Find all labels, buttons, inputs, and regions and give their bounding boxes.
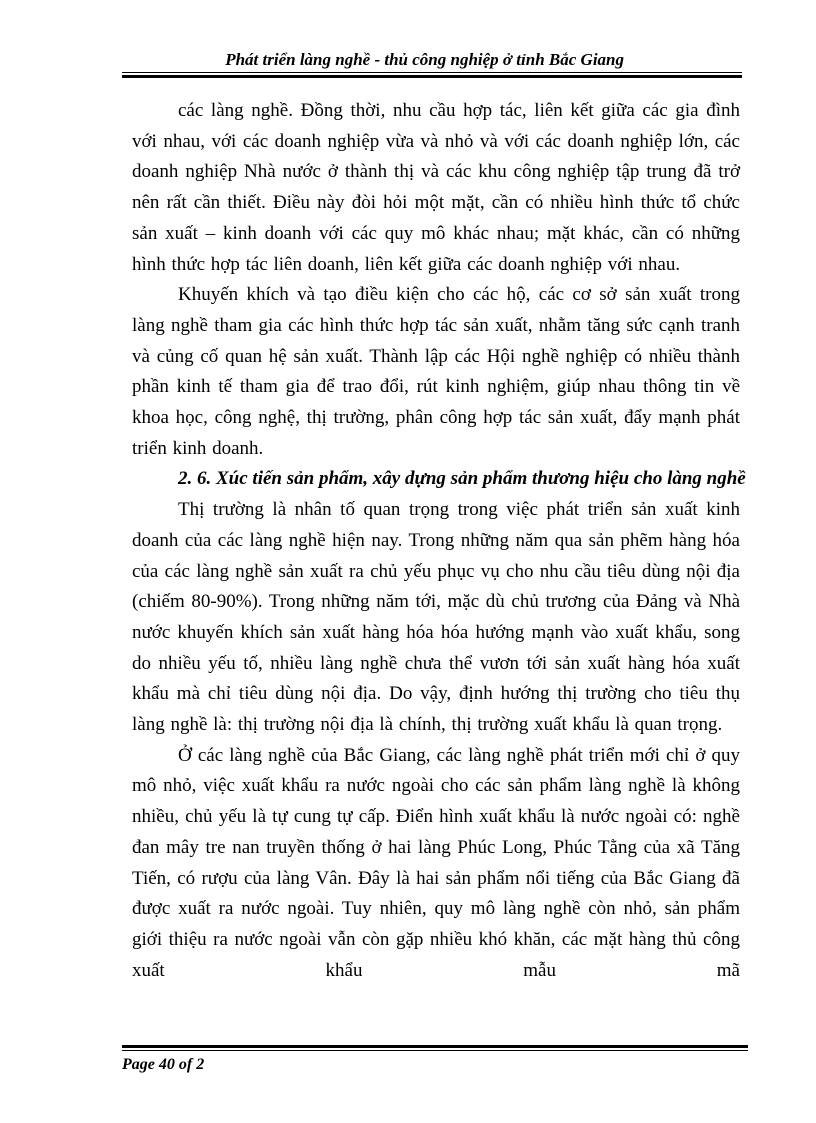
document-body	[132, 96, 746, 986]
paragraph-1: các làng nghề. Đồng thời, nhu cầu hợp tác, liên kết giữa các gia đình với nhau, với các doanh nghiệp vừa và nhỏ và với các doanh nghiệp lớn, các doanh nghiệp Nhà nước ở thành thị và các khu công nghiệp tập trung đã trở nên rất cần thiết. Điều này đòi hỏi một mặt, cần có nhiều hình thức tổ chức sản xuất – kinh doanh với các quy mô khác nhau; mặt khác, cần có những hình thức hợp tác liên doanh, liên kết giữa các doanh nghiệp với nhau.	[132, 100, 740, 275]
footer-rule-thin	[122, 1050, 748, 1051]
paragraph-4: Ở các làng nghề của Bắc Giang, các làng nghề phát triển mới chỉ ở quy mô nhỏ, việc xuất khẩu ra nước ngoài cho các sản phẩm làng nghề là không nhiều, chủ yếu là tự cung tự cấp. Điển hình xuất khẩu là nước ngoài có: nghề đan mây tre nan truyền thống ở hai làng Phúc Long, Phúc Tằng của xã Tăng Tiến, có rượu của làng Vân. Đây là hai sản phẩm nổi tiếng của Bắc Giang đã được xuất ra nước ngoài. Tuy nhiên, quy mô làng nghề còn nhỏ, sản phẩm giới thiệu ra nước ngoài vẫn còn gặp nhiều khó khăn, các mặt hàng thủ công xuất khẩu mẫu mã	[132, 744, 740, 981]
paragraph-2: Khuyến khích và tạo điều kiện cho các hộ, các cơ sở sản xuất trong làng nghề tham gia các hình thức hợp tác sản xuất, nhằm tăng sức cạnh tranh và củng cố quan hệ sản xuất. Thành lập các Hội nghề nghiệp có nhiều thành phần kinh tế tham gia để trao đổi, rút kinh nghiệm, giúp nhau thông tin về khoa học, công nghệ, thị trường, phân công hợp tác sản xuất, đẩy mạnh phát triển kinh doanh.	[132, 284, 740, 459]
footer-rule-thick	[122, 1045, 748, 1048]
header-title: Phát triển làng nghề - thủ công nghiệp ở tỉnh Bắc Giang	[225, 50, 624, 69]
header-rule-thick	[122, 75, 742, 78]
paragraph-3: Thị trường là nhân tố quan trọng trong việc phát triển sản xuất kinh doanh của các làng nghề hiện nay. Trong những năm qua sản phẽm hàng hóa của các làng nghề sản xuất ra chủ yếu phục vụ cho nhu cầu tiêu dùng nội địa (chiếm 80-90%). Trong những năm tới, mặc dù chủ trương của Đảng và Nhà nước khuyến khích sản xuất hàng hóa hóa hướng mạnh vào xuất khẩu, song do nhiều yếu tố, nhiều làng nghề chưa thể vươn tới sản xuất hàng hóa xuất khẩu mà chỉ tiêu dùng nội địa. Do vậy, định hướng thị trường cho tiêu thụ làng nghề là: thị trường nội địa là chính, thị trường xuất khẩu là quan trọng.	[132, 499, 740, 736]
page-header	[122, 50, 742, 76]
header-rule-thin	[122, 72, 742, 73]
page-number: Page 40 of 2	[122, 1056, 205, 1073]
section-heading: 2. 6. Xúc tiến sản phẩm, xây dựng sản phẩm thương hiệu cho làng nghề	[178, 468, 746, 490]
